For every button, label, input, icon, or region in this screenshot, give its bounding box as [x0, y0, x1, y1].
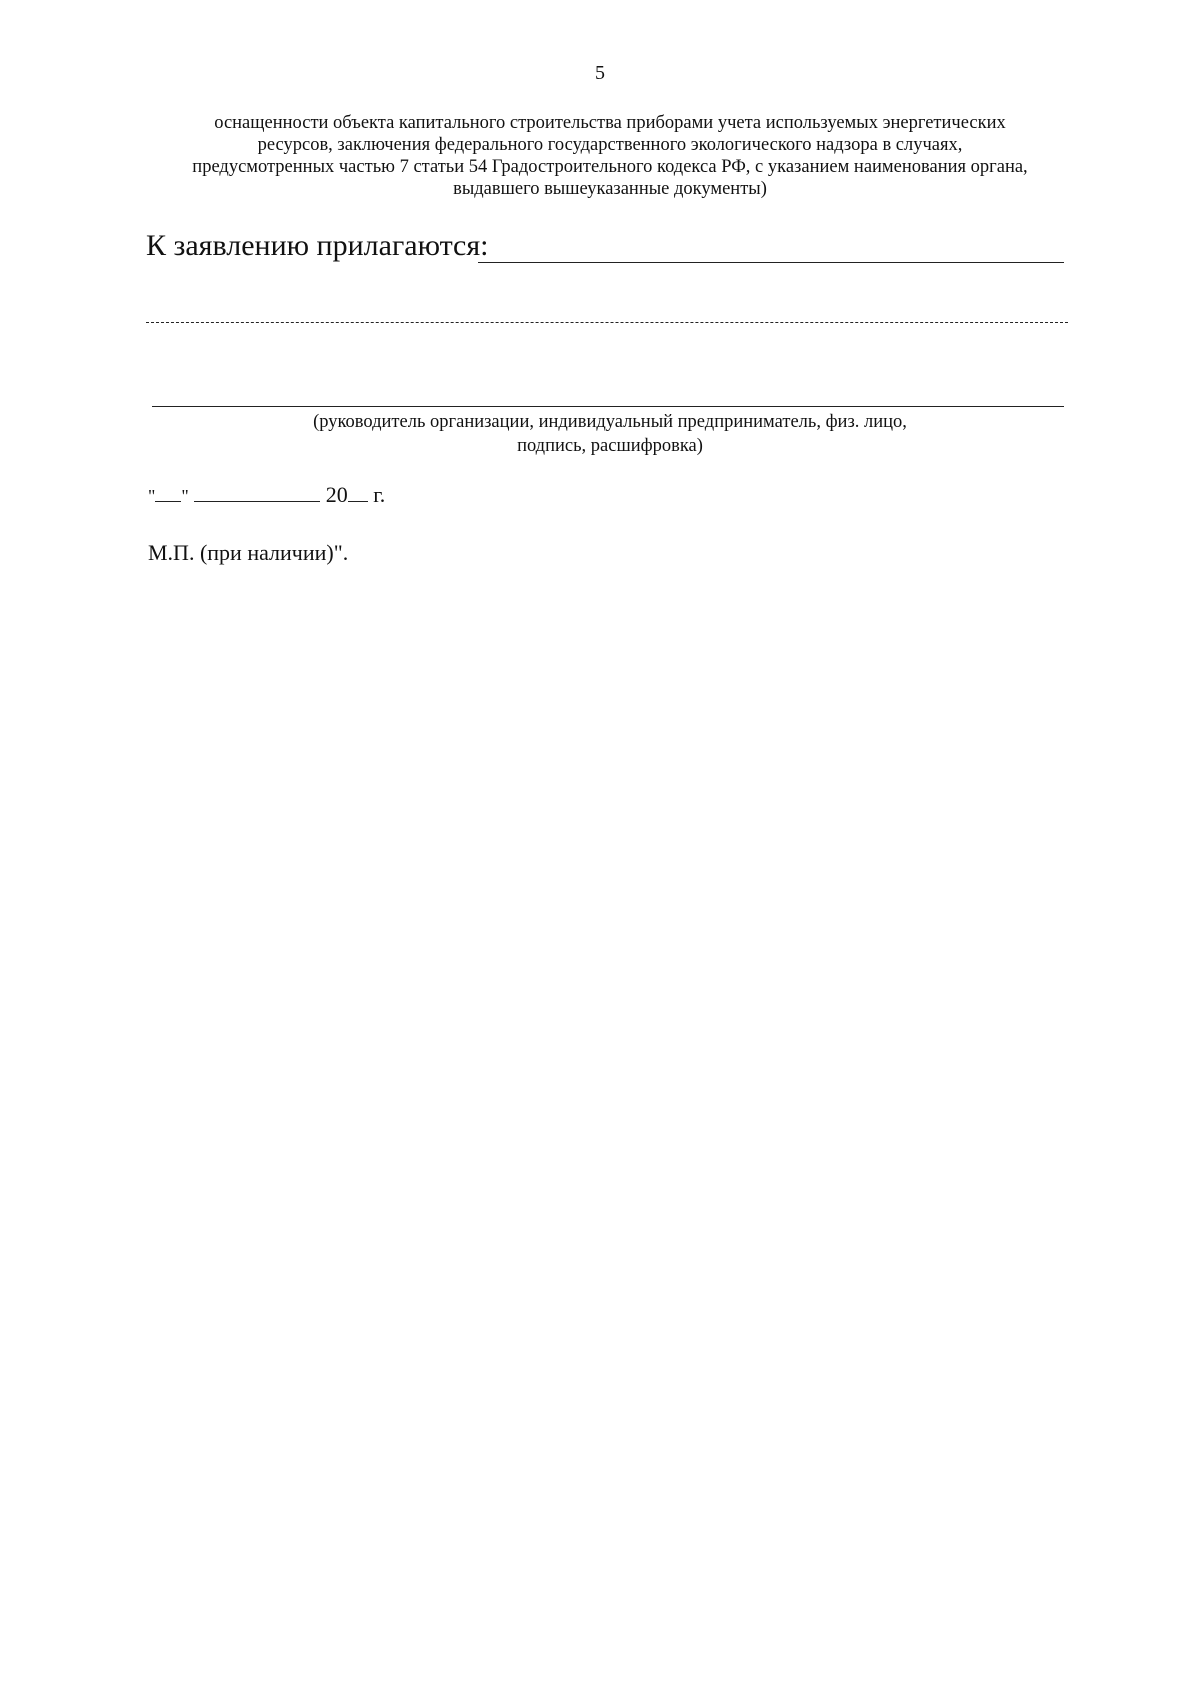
day-blank [155, 483, 181, 502]
attachments-fill-line [478, 262, 1064, 263]
year-blank [348, 483, 368, 502]
signature-caption [140, 410, 1080, 458]
seal-note: М.П. (при наличии)". [148, 540, 349, 565]
attachments-continuation-line [146, 322, 1068, 323]
attachments-label: К заявлению прилагаются: [146, 229, 489, 262]
month-blank [194, 483, 320, 502]
field-explanation-note [140, 112, 1080, 200]
explanation-line: ресурсов, заключения федерального государственного экологического надзора в случаях, [257, 135, 963, 155]
year-suffix: г. [373, 482, 386, 507]
signature-fill-line [152, 406, 1064, 407]
explanation-line: выдавшего вышеуказанные документы) [453, 179, 767, 199]
year-prefix: 20 [325, 482, 348, 507]
signature-caption-line: подпись, расшифровка) [517, 436, 703, 456]
date-row [148, 480, 385, 510]
signature-caption-line: (руководитель организации, индивидуальный предприниматель, физ. лицо, [313, 412, 907, 432]
explanation-line: предусмотренных частью 7 статьи 54 Градостроительного кодекса РФ, с указанием наименования органа, [192, 157, 1028, 177]
date-open-quote: " [148, 486, 156, 506]
date-close-quote: " [181, 486, 189, 506]
page-number: 5 [595, 62, 605, 84]
explanation-line: оснащенности объекта капитального строительства приборами учета используемых энергетических [214, 113, 1006, 133]
